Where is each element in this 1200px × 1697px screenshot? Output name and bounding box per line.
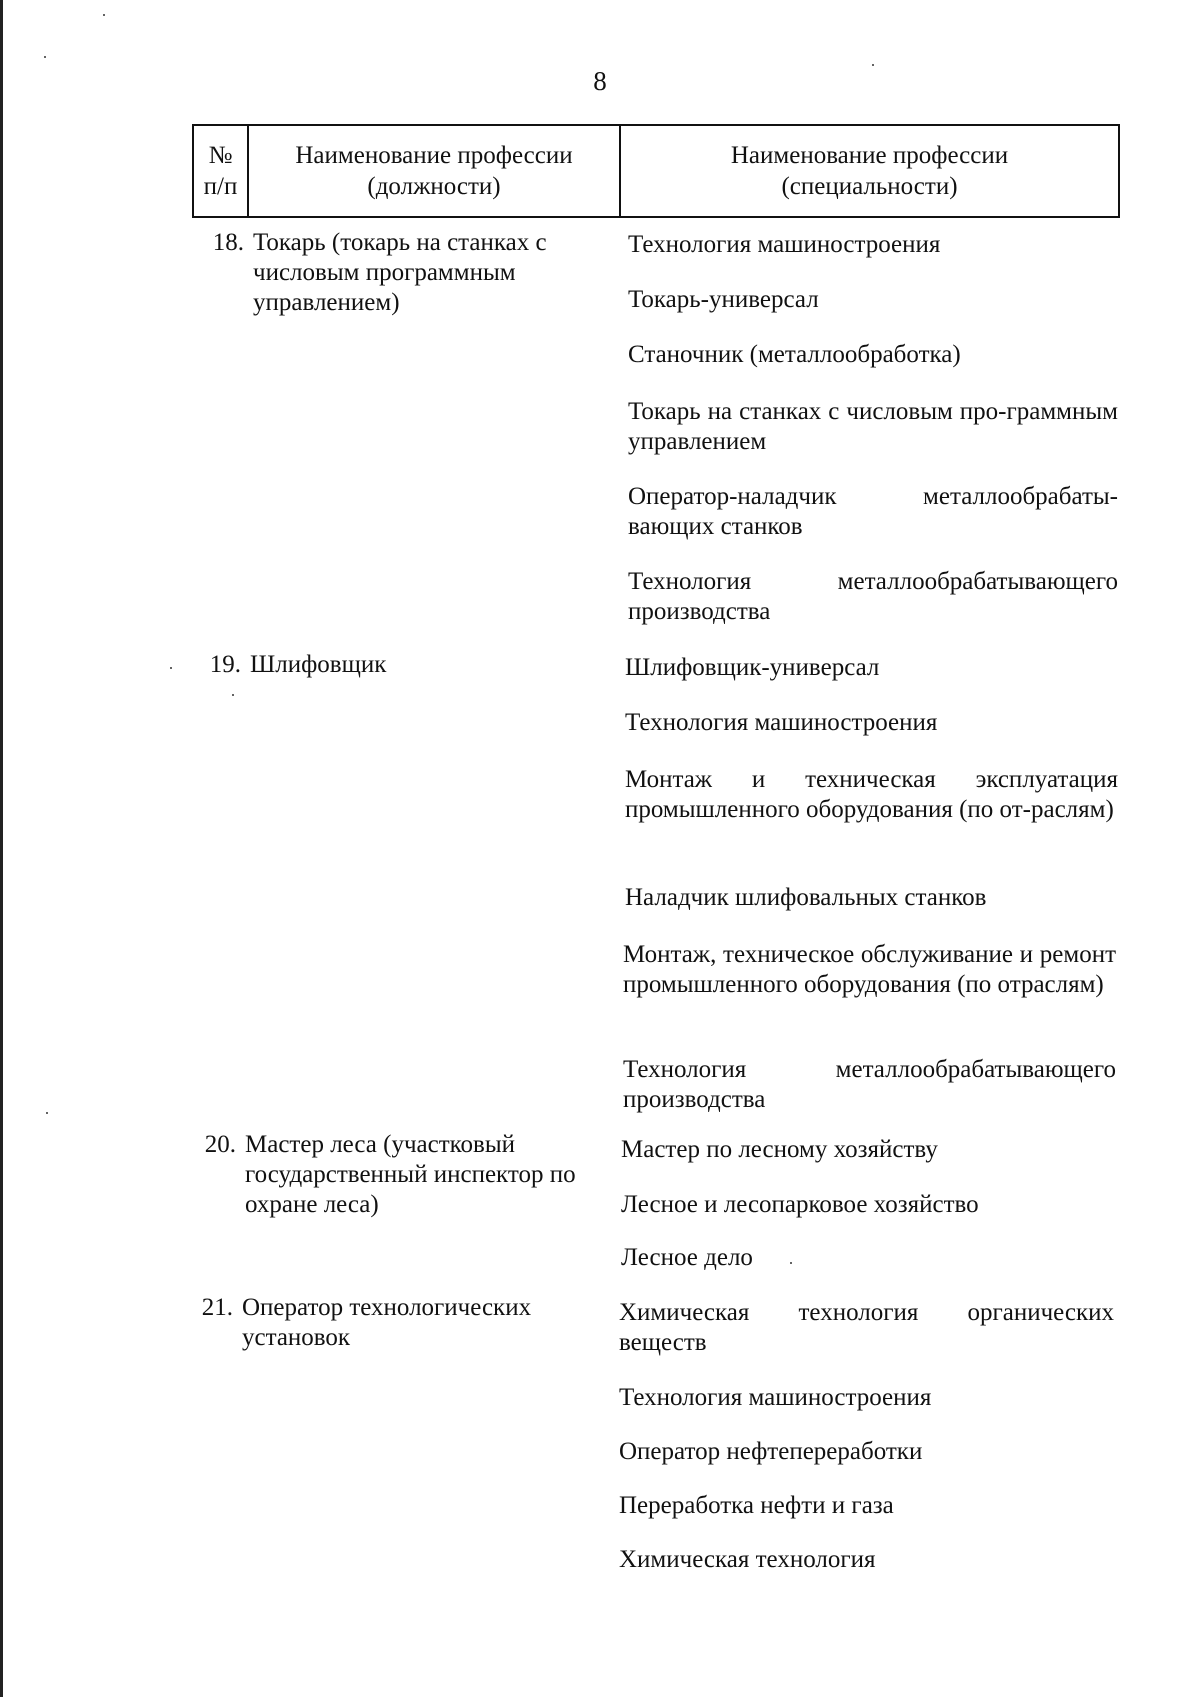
header-number-column: № п/п [194, 126, 249, 216]
row-19-specialty-3: Монтаж и техническая эксплуатация промышленного оборудования (по от-раслям) [625, 766, 1118, 823]
row-20-specialty-1: Мастер по лесному хозяйству [621, 1136, 938, 1163]
row-21-specialty-3: Оператор нефтепереработки [619, 1438, 923, 1465]
row-20-specialty-2: Лесное и лесопарковое хозяйство [621, 1191, 979, 1218]
page-number: 8 [593, 66, 607, 96]
row-18-profession: Токарь (токарь на станках с числовым программным управлением) [253, 229, 547, 316]
row-19-specialty-2: Технология машиностроения [625, 709, 938, 736]
row-19-specialty-5: Монтаж, техническое обслуживание и ремонт промышленного оборудования (по отраслям) [623, 941, 1116, 998]
header-specialty-column: Наименование профессии (специальности) [730, 142, 1009, 200]
row-19-specialty-6: Технология металлообрабатывающего производства [623, 1056, 1116, 1113]
row-19-number: 19. [209, 651, 241, 678]
row-21-specialty-4: Переработка нефти и газа [619, 1492, 894, 1519]
row-18-specialty-6: Технология металлообрабатывающего производства [628, 568, 1118, 625]
row-21-profession: Оператор технологических установок [242, 1294, 532, 1351]
row-20-specialty-3: Лесное дело [621, 1244, 753, 1271]
row-19-specialty-4: Наладчик шлифовальных станков [625, 884, 987, 911]
scan-speck [46, 1112, 48, 1114]
header-profession-column: Наименование профессии (должности) [249, 126, 621, 216]
scan-speck [790, 1262, 792, 1264]
row-19-profession: Шлифовщик [250, 651, 387, 678]
table-header [192, 124, 1120, 218]
row-18-specialty-3: Станочник (металлообработка) [628, 341, 961, 368]
scan-speck [170, 667, 172, 669]
row-18-specialty-4: Токарь на станках с числовым про-граммным управлением [628, 398, 1118, 455]
row-18-specialty-2: Токарь-универсал [628, 286, 819, 313]
row-20-number: 20. [204, 1131, 236, 1158]
row-18-specialty-1: Технология машиностроения [628, 231, 941, 258]
row-19-specialty-1: Шлифовщик-универсал [625, 654, 880, 681]
row-21-number: 21. [201, 1294, 233, 1321]
scan-speck [103, 14, 105, 16]
row-21-specialty-5: Химическая технология [619, 1546, 876, 1573]
row-21-specialty-2: Технология машиностроения [619, 1384, 932, 1411]
row-20-profession: Мастер леса (участковый государственный инспектор по охране леса) [245, 1131, 576, 1218]
row-21-specialty-1: Химическая технология органических веществ [619, 1299, 1114, 1356]
scan-edge-line [0, 0, 3, 1697]
scan-speck [232, 694, 234, 696]
scan-speck [872, 64, 874, 66]
row-18-specialty-5: Оператор-наладчик металлообрабаты-вающих станков [628, 483, 1118, 540]
scan-speck [44, 56, 46, 58]
row-18-number: 18. [212, 229, 244, 256]
